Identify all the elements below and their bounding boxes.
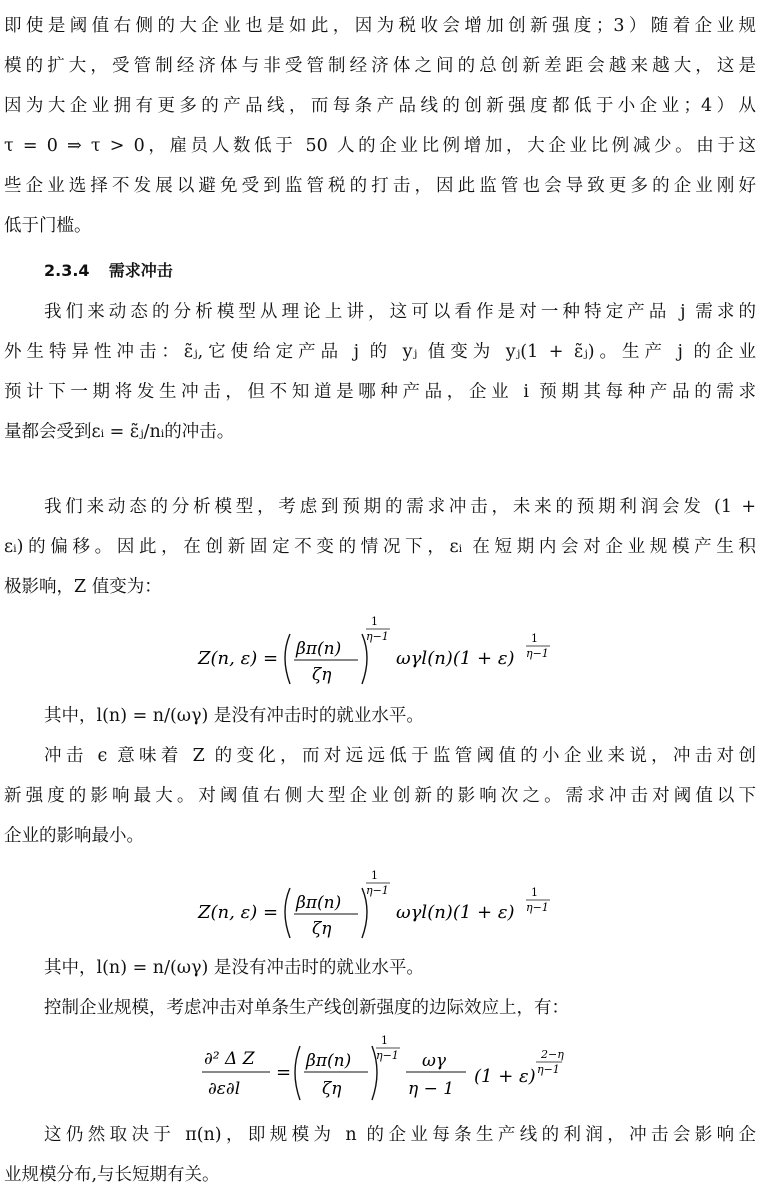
text-line: 低于门槛。 xyxy=(4,216,92,236)
eq-sign: = xyxy=(276,1062,292,1083)
text-line: 量都会受到εᵢ = ε̃ⱼ/nᵢ的冲击。 xyxy=(4,422,235,442)
text-line: 外生特异性冲击：ε̃ⱼ,它使给定产品 j 的 yⱼ 值变为 yⱼ(1 + ε̃ⱼ)。生产 j 的企业 xyxy=(4,342,756,362)
paragraph-employment-level-2 xyxy=(4,948,756,988)
text-line: τ = 0 ⇒ τ > 0，雇员人数低于 50 人的企业比例增加，大企业比例减少。由于这 xyxy=(4,136,756,156)
text-line: 预计下一期将发生冲击，但不知道是哪种产品，企业 i 预期其每种产品的需求 xyxy=(4,382,756,402)
exp-denominator: η−1 xyxy=(366,884,389,897)
paragraph-expected-profit xyxy=(4,487,756,607)
left-paren xyxy=(285,888,290,938)
paragraph-regulation-effects xyxy=(4,6,756,246)
text-line: 业规模分布,与长短期有关。 xyxy=(4,1165,220,1185)
exp-denominator: η−1 xyxy=(366,630,389,643)
section-title: 需求冲击 xyxy=(108,261,173,280)
text-line: 控制企业规模，考虑冲击对单条生产线创新强度的边际效应上，有： xyxy=(44,998,569,1018)
section-heading xyxy=(44,253,173,289)
frac-denominator: ζη xyxy=(312,919,332,939)
text-line: 我们来动态的分析模型，考虑到预期的需求冲击，未来的预期利润会发 (1 + xyxy=(44,497,756,517)
text-line: 因为大企业拥有更多的产品线，而每条产品线的创新强度都低于小企业；4）从 xyxy=(4,96,756,116)
equation-z-value-1 xyxy=(190,612,590,694)
eq-lhs: Z(n, ε) = xyxy=(198,648,279,669)
text-line: 模的扩大，受管制经济体与非受管制经济体之间的总创新差距会越来越大，这是 xyxy=(4,56,756,76)
text-line: 冲击 ϵ 意味着 Z 的变化，而对远远低于监管阈值的小企业来说，冲击对创 xyxy=(44,746,756,766)
mid-numerator: ωγ xyxy=(422,1051,447,1071)
eq-lhs: Z(n, ε) = xyxy=(198,902,279,923)
frac-numerator: βπ(n) xyxy=(306,1051,352,1071)
text-line: 我们来动态的分析模型从理论上讲，这可以看作是对一种特定产品 j 需求的 xyxy=(44,302,756,322)
equation-z-value-2 xyxy=(190,866,590,948)
paragraph-demand-shock-definition xyxy=(4,292,756,452)
exp-numerator: 1 xyxy=(371,869,378,882)
text-line: 即使是阈值右侧的大企业也是如此，因为税收会增加创新强度；3）随着企业规 xyxy=(4,16,756,36)
mid-denominator: η − 1 xyxy=(408,1079,455,1099)
frac-denominator: ζη xyxy=(312,665,332,685)
rhs-exp-numerator: 1 xyxy=(531,632,538,645)
rhs-exp-numerator: 2−η xyxy=(541,1048,564,1061)
partial-numerator: ∂² Δ Z xyxy=(204,1049,255,1069)
frac-numerator: βπ(n) xyxy=(296,639,342,659)
paragraph-conclusion xyxy=(4,1115,756,1195)
text-line: 新强度的影响最大。对阈值右侧大型企业创新的影响次之。需求冲击对阈值以下 xyxy=(4,786,756,806)
eq-rhs: ωγl(n)(1 + ε) xyxy=(396,902,515,923)
eq-rhs: (1 + ε) xyxy=(474,1066,536,1087)
text-line: εᵢ)的偏移。因此，在创新固定不变的情况下，εᵢ 在短期内会对企业规模产生积 xyxy=(4,537,756,557)
section-number: 2.3.4 xyxy=(44,261,90,280)
partial-denominator: ∂ε∂l xyxy=(208,1079,241,1099)
text-line: 其中，l(n) = n/(ωγ) 是没有冲击时的就业水平。 xyxy=(44,706,424,726)
exp-numerator: 1 xyxy=(381,1034,388,1047)
text-line: 其中，l(n) = n/(ωγ) 是没有冲击时的就业水平。 xyxy=(44,958,424,978)
left-paren xyxy=(285,634,290,684)
text-line: 企业的影响最小。 xyxy=(4,826,144,846)
exp-numerator: 1 xyxy=(371,615,378,628)
equation-marginal-effect xyxy=(196,1032,616,1114)
exp-denominator: η−1 xyxy=(376,1049,399,1062)
rhs-exp-numerator: 1 xyxy=(531,886,538,899)
left-paren xyxy=(295,1046,300,1100)
frac-denominator: ζη xyxy=(322,1079,342,1099)
paragraph-marginal-effect xyxy=(4,988,756,1028)
text-line: 这仍然取决于 π(n)，即规模为 n 的企业每条生产线的利润，冲击会影响企 xyxy=(44,1125,756,1145)
text-line: 极影响，Z 值变为： xyxy=(4,577,162,597)
rhs-exp-denominator: η−1 xyxy=(526,647,549,660)
eq-rhs: ωγl(n)(1 + ε) xyxy=(396,648,515,669)
paragraph-employment-level-1 xyxy=(4,696,756,736)
rhs-exp-denominator: η−1 xyxy=(526,901,549,914)
rhs-exp-denominator: η−1 xyxy=(537,1063,560,1076)
text-line: 些企业选择不发展以避免受到监管税的打击，因此监管也会导致更多的企业刚好 xyxy=(4,176,756,196)
frac-numerator: βπ(n) xyxy=(296,893,342,913)
paragraph-shock-meaning xyxy=(4,736,756,856)
